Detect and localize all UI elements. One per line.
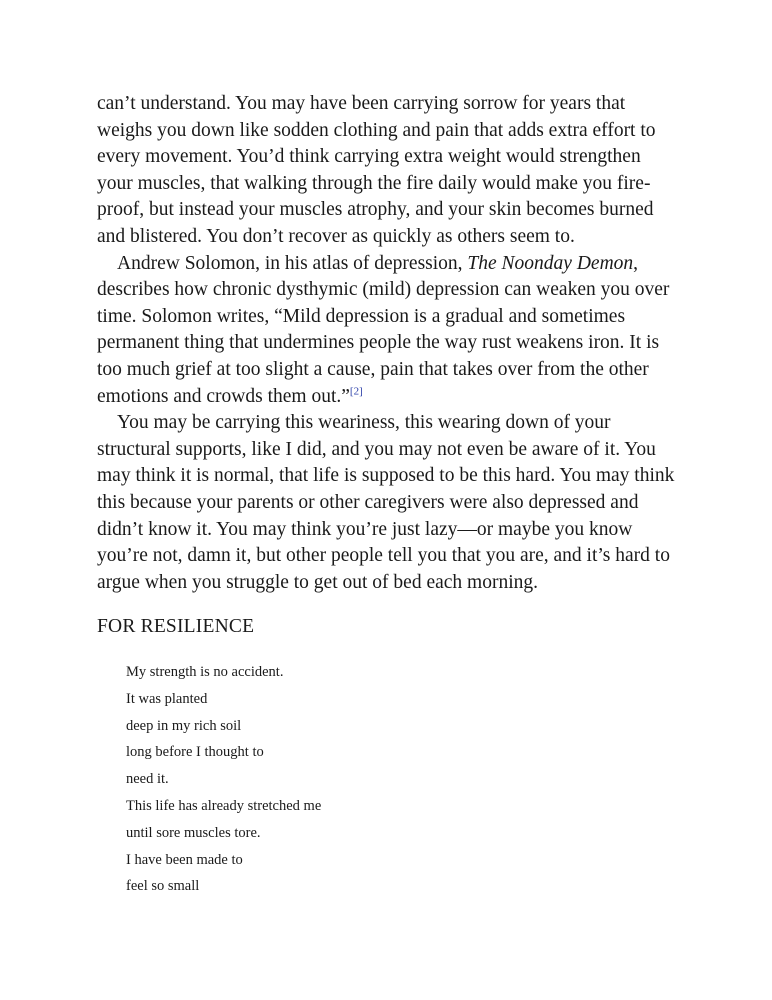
poem-line: need it. [126, 771, 169, 788]
poem [126, 659, 321, 900]
poem-line: feel so small [126, 878, 200, 895]
poem-line: It was planted [126, 690, 208, 707]
poem-line: My strength is no accident. [126, 664, 284, 680]
footnote-link[interactable]: [2] [349, 385, 363, 398]
paragraph-text-before-title: Andrew Solomon, in his atlas of depression, [117, 252, 468, 274]
paragraph-weariness: You may be carrying this weariness, this wearing down of your structural supports, like I did, and you may not even be aware of it. You may think it is normal, that life is supposed to be this hard. You may think this because your parents or other caregivers were also depressed and didn’t know it. You may think you’re just lazy—or maybe you know you’re not, damn it, but other people tell you that you are, and it’s hard to argue when you struggle to get out of bed each morning. [97, 412, 675, 593]
poem-line: long before I thought to [126, 744, 264, 761]
paragraph-continued: can’t understand. You may have been carrying sorrow for years that weighs you down like sodden clothing and pain that adds extra effort to every movement. You’d think carrying extra weight would strengthen your muscles, that walking through the fire daily would make you fire-proof, but instead your muscles atrophy, and your skin becomes burned and blistered. You don’t recover as quickly as others seem to. [97, 93, 656, 247]
body-text [97, 91, 677, 596]
section-heading: FOR RESILIENCE [97, 616, 255, 637]
paragraph-text-after-title: , describes how chronic dysthymic (mild) depression can weaken you over time. Solomon writes, “Mild depression is a gradual and sometimes permanent thing that undermines people the way rust weakens iron. It is too much grief at too slight a cause, pain that takes over from the other emotions and crowds them out.” [97, 252, 670, 407]
poem-line: This life has already stretched me [126, 797, 322, 814]
book-title: The Noonday Demon [467, 252, 634, 274]
poem-line: until sore muscles tore. [126, 824, 261, 841]
poem-line: deep in my rich soil [126, 717, 242, 734]
paragraph-solomon [97, 251, 677, 411]
poem-line: I have been made to [126, 851, 243, 868]
